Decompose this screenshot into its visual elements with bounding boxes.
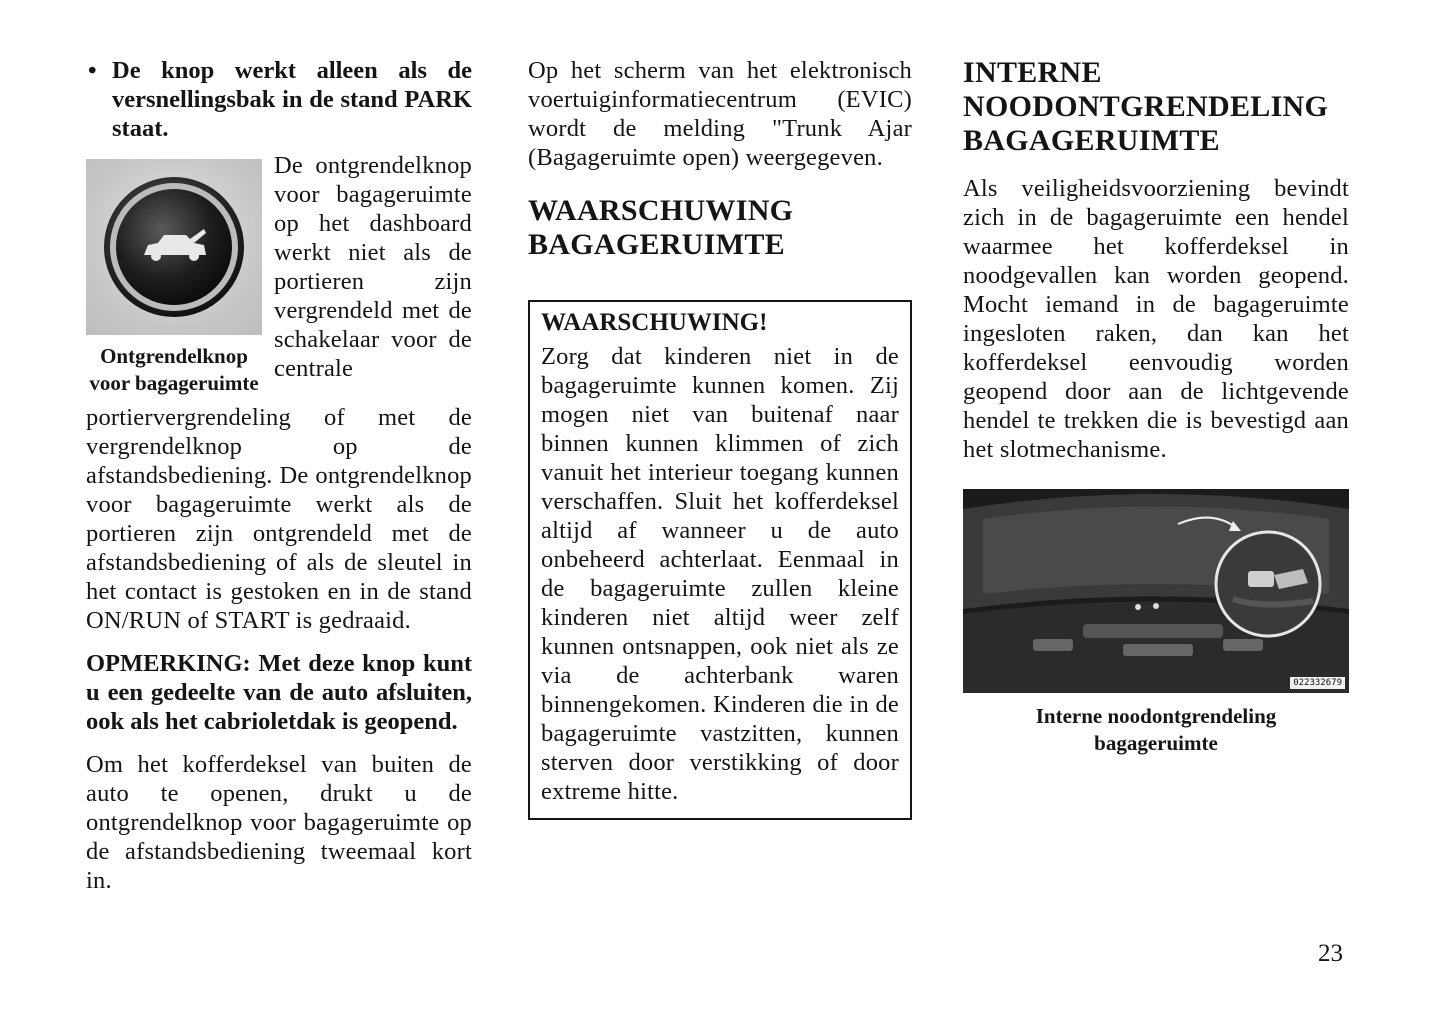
- bullet-list: [86, 56, 472, 143]
- heading-line: BAGAGERUIMTE: [528, 228, 785, 261]
- note-paragraph: OPMERKING: Met deze knop kunt u een gedeelte van de auto afsluiten, ook als het cabrioletdak is geopend.: [86, 650, 472, 735]
- section-heading: [963, 56, 1349, 158]
- warning-title: WAARSCHUWING!: [541, 309, 768, 336]
- bullet-item: • De knop werkt alleen als de versnellingsbak in de stand PARK staat.: [88, 57, 472, 142]
- figure-caption: Ontgrendelknop voor bagageruimte: [89, 344, 259, 395]
- caption-line: Interne noodontgrendeling: [1035, 704, 1277, 728]
- image-code-label: 022332679: [1290, 677, 1345, 689]
- trunk-release-button-icon: [86, 159, 262, 335]
- heading-line: NOODONTGRENDELING: [963, 90, 1329, 123]
- trunk-interior-photo: [963, 489, 1349, 693]
- bullet-text: De knop werkt alleen als de versnellingsbak in de stand PARK staat.: [112, 57, 472, 142]
- emergency-release-paragraph: Als veiligheidsvoorziening bevindt zich in de bagageruimte een hendel waarmee het kofferdeksel in noodgevallen kan worden geopend. Mocht iemand in de bagageruimte ingesloten raken, dan kan het kofferdeksel eenvoudig worden geopend door aan de lichtgevende hendel te trekken die is bevestigd aan het slotmechanisme.: [963, 175, 1349, 463]
- section-heading: [528, 194, 912, 262]
- left-column: [86, 56, 472, 895]
- trunk-interior-illustration: [963, 489, 1349, 693]
- warning-text: Zorg dat kinderen niet in de bagageruimte kunnen komen. Zij mogen niet van buitenaf naar binnen kunnen klimmen of zich vanuit het interieur toegang kunnen verschaffen. Sluit het kofferdeksel altijd af wanneer u de auto onbeheerd achterlaat. Eenmaal in de bagageruimte zullen kleine kinderen niet altijd weer zelf kunnen ontsnappen, ook niet als ze via de achterbank waren binnengekomen. Kinderen die in de bagageruimte vastzitten, kunnen sterven door verstikking of door extreme hitte.: [541, 343, 899, 805]
- middle-column: [528, 56, 912, 820]
- release-button-figure: [86, 159, 262, 397]
- figure-caption: [963, 703, 1349, 757]
- heading-line: WAARSCHUWING: [528, 194, 794, 227]
- warning-box: [528, 300, 912, 820]
- heading-line: BAGAGERUIMTE: [963, 124, 1220, 157]
- page-number: 23: [1318, 940, 1343, 967]
- right-column: [963, 56, 1349, 757]
- caption-line: bagageruimte: [1094, 731, 1218, 755]
- heading-line: INTERNE: [963, 56, 1102, 89]
- trunk-release-button-image: [86, 159, 262, 335]
- evic-paragraph: Op het scherm van het elektronisch voertuiginformatiecentrum (EVIC) wordt de melding "Trunk Ajar (Bagageruimte open) weergegeven.: [528, 57, 912, 171]
- remote-open-paragraph: Om het kofferdeksel van buiten de auto te openen, drukt u de ontgrendelknop voor bagageruimte op de afstandsbediening tweemaal kort in.: [86, 751, 472, 894]
- dashboard-button-paragraph: De ontgrendelknop voor bagageruimte op het dashboard werkt niet als de portieren zijn vergrendeld met de schakelaar voor de centrale portiervergrendeling of met de vergrendelknop op de afstandsbediening. De ontgrendelknop voor bagageruimte werkt als de portieren zijn ontgrendeld met de afstandsbediening of als de sleutel in het contact is gestoken en in de stand ON/RUN of START is gedraaid.: [86, 152, 472, 634]
